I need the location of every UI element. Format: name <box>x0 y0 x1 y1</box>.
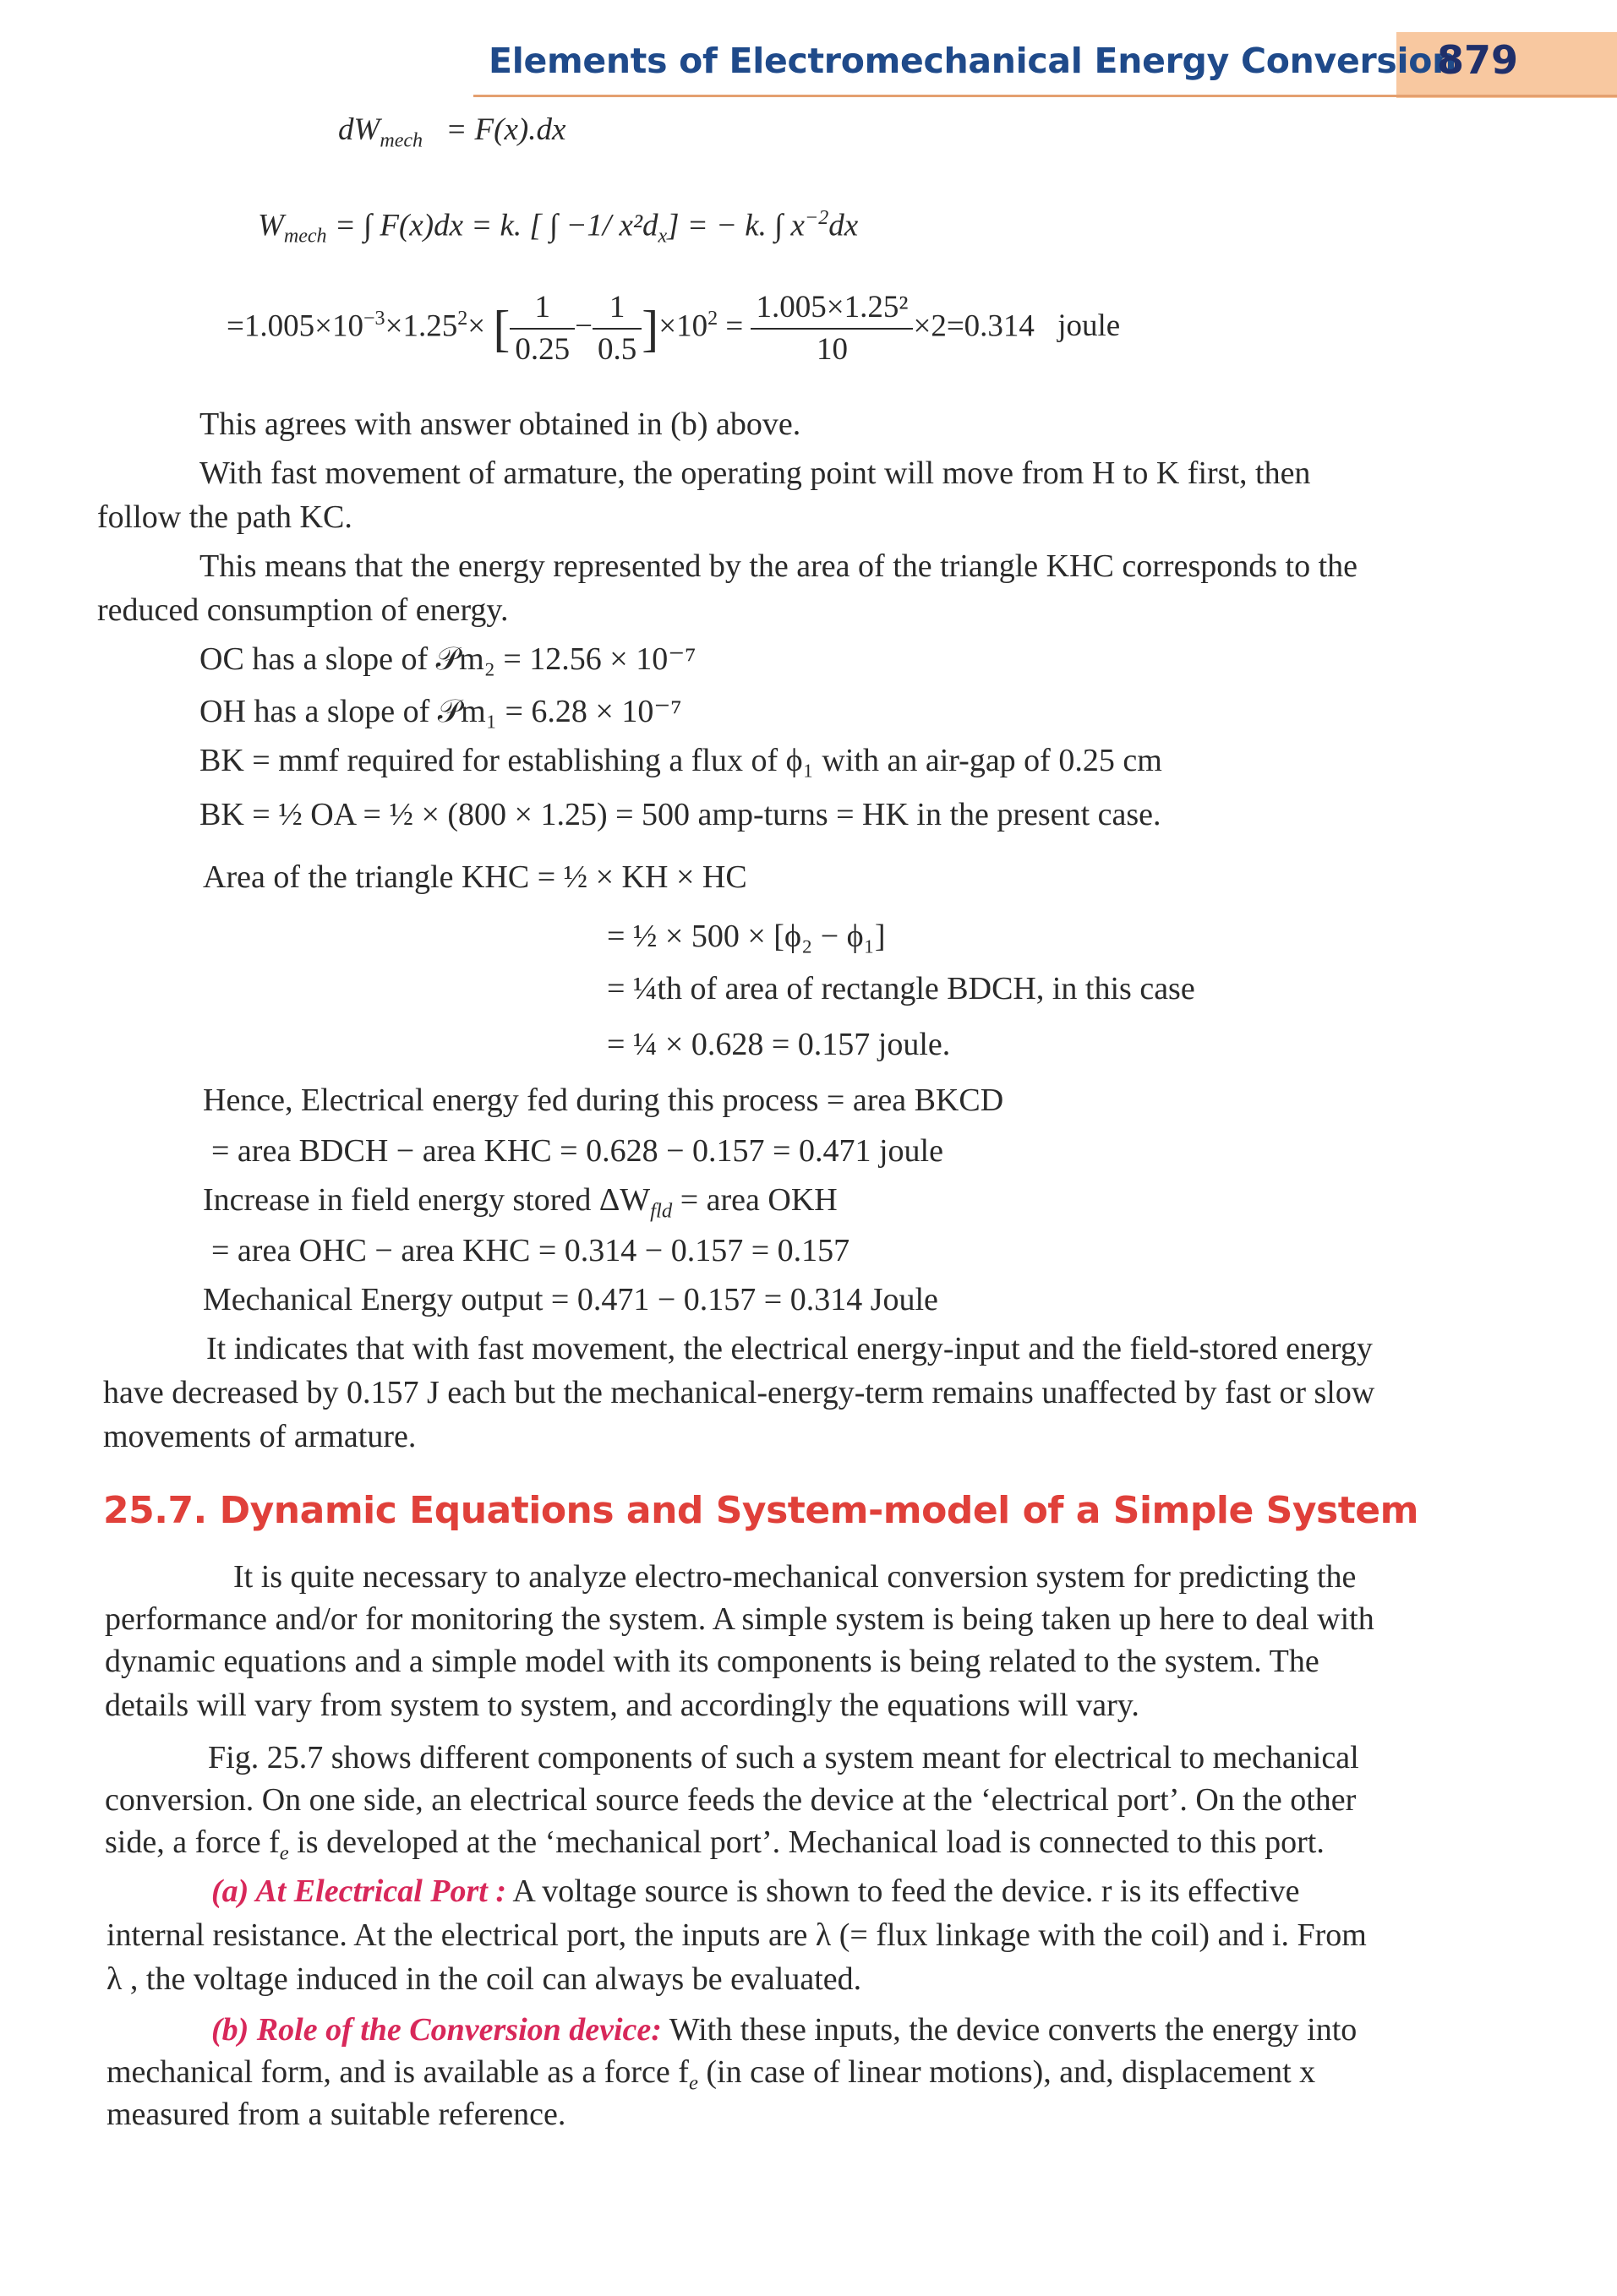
text-line: side, a force $f_e$ is developed at the ‘mechanical port’. Mechanical load is connected to this port. <box>105 1824 1325 1865</box>
subheading-electrical-port: (a) At Electrical Port : <box>211 1873 506 1909</box>
text-line: OH has a slope of 𝒫m₁ = 6.28 × 10⁻⁷ <box>199 694 682 729</box>
text-line: reduced consumption of energy. <box>97 592 509 628</box>
equation-dwmech: $dW_{mech} = F(x).dx$ <box>338 112 566 152</box>
text-line: This means that the energy represented by the area of the triangle KHC corresponds to the <box>199 548 1358 584</box>
text-line: = area BDCH − area KHC = 0.628 − 0.157 = 0.471 joule <box>211 1133 943 1169</box>
text-line: follow the path KC. <box>97 499 352 535</box>
text-line: measured from a suitable reference. <box>107 2097 566 2132</box>
text-line: = ¼th of area of rectangle BDCH, in this case <box>607 971 1195 1006</box>
text-line: BK = ½ OA = ½ × (800 × 1.25) = 500 amp-turns = HK in the present case. <box>199 797 1161 832</box>
text-line: λ , the voltage induced in the coil can always be evaluated. <box>107 1961 862 1997</box>
running-title: Elements of Electromechanical Energy Conversion <box>489 41 1457 81</box>
header-rule <box>473 95 1617 97</box>
text-line: = ¼ × 0.628 = 0.157 joule. <box>607 1027 951 1062</box>
text-line: With fast movement of armature, the operating point will move from H to K first, then <box>199 455 1311 491</box>
text-line: performance and/or for monitoring the system. A simple system is being taken up here to deal with <box>105 1601 1374 1637</box>
text-line: OC has a slope of 𝒫m₂ = 12.56 × 10⁻⁷ <box>199 641 697 677</box>
text-line: conversion. On one side, an electrical source feeds the device at the ‘electrical port’. On the other <box>105 1782 1357 1818</box>
text-line: Area of the triangle KHC = ½ × KH × HC <box>203 859 747 895</box>
text-line: Increase in field energy stored $\Delta W_{fld}$ = area OKH <box>203 1182 838 1223</box>
text-line: = area OHC − area KHC = 0.314 − 0.157 = 0.157 <box>211 1233 850 1268</box>
text-line: (a) At Electrical Port : A voltage source is shown to feed the device. r is its effective <box>211 1873 1300 1909</box>
text-line: Mechanical Energy output = 0.471 − 0.157 = 0.314 Joule <box>203 1282 938 1317</box>
text-line: This agrees with answer obtained in (b) above. <box>199 406 801 442</box>
text-line: Fig. 25.7 shows different components of such a system meant for electrical to mechanical <box>208 1740 1359 1775</box>
text-line: BK = mmf required for establishing a flux of ϕ₁ with an air-gap of 0.25 cm <box>199 743 1162 778</box>
text-line: details will vary from system to system, and accordingly the equations will vary. <box>105 1688 1139 1723</box>
text-line: It indicates that with fast movement, the electrical energy-input and the field-stored energy <box>206 1331 1373 1366</box>
subheading-conversion-device: (b) Role of the Conversion device: <box>211 2012 662 2048</box>
text-line: have decreased by 0.157 J each but the mechanical-energy-term remains unaffected by fast or slow <box>103 1375 1375 1410</box>
text-line: = ½ × 500 × [ϕ₂ − ϕ₁] <box>607 919 886 954</box>
text-line: internal resistance. At the electrical port, the inputs are λ (= flux linkage with the coil) and i. From <box>107 1917 1367 1953</box>
text-line: (b) Role of the Conversion device: With these inputs, the device converts the energy into <box>211 2012 1358 2048</box>
equation-wmech: $W_{mech}$ = ∫ F(x)dx = k. [ ∫ −1/ $x^2d_x$] = − k. ∫ $x^{-2}dx$ <box>258 207 859 248</box>
text-line: movements of armature. <box>103 1419 417 1454</box>
equation-numeric: $=1.005\times 10^{-3}\times 1.25^2\times$ [ $\frac{1}{0.25}$ − $\frac{1}{0.5}$ ]$\times 10^2$ = $\frac{\text{1.005×1.25²}}{10}$ ×2=0.314 joule <box>227 287 1120 370</box>
text-line: mechanical form, and is available as a force $f_e$ (in case of linear motions), and, displacement x <box>107 2054 1316 2095</box>
text-line: dynamic equations and a simple model with its components is being related to the system. The <box>105 1644 1319 1679</box>
section-heading: 25.7. Dynamic Equations and System-model of a Simple System <box>103 1489 1418 1532</box>
text-line: It is quite necessary to analyze electro-mechanical conversion system for predicting the <box>233 1559 1357 1595</box>
page-number: 879 <box>1437 37 1519 83</box>
text-line: Hence, Electrical energy fed during this process = area BKCD <box>203 1083 1004 1118</box>
